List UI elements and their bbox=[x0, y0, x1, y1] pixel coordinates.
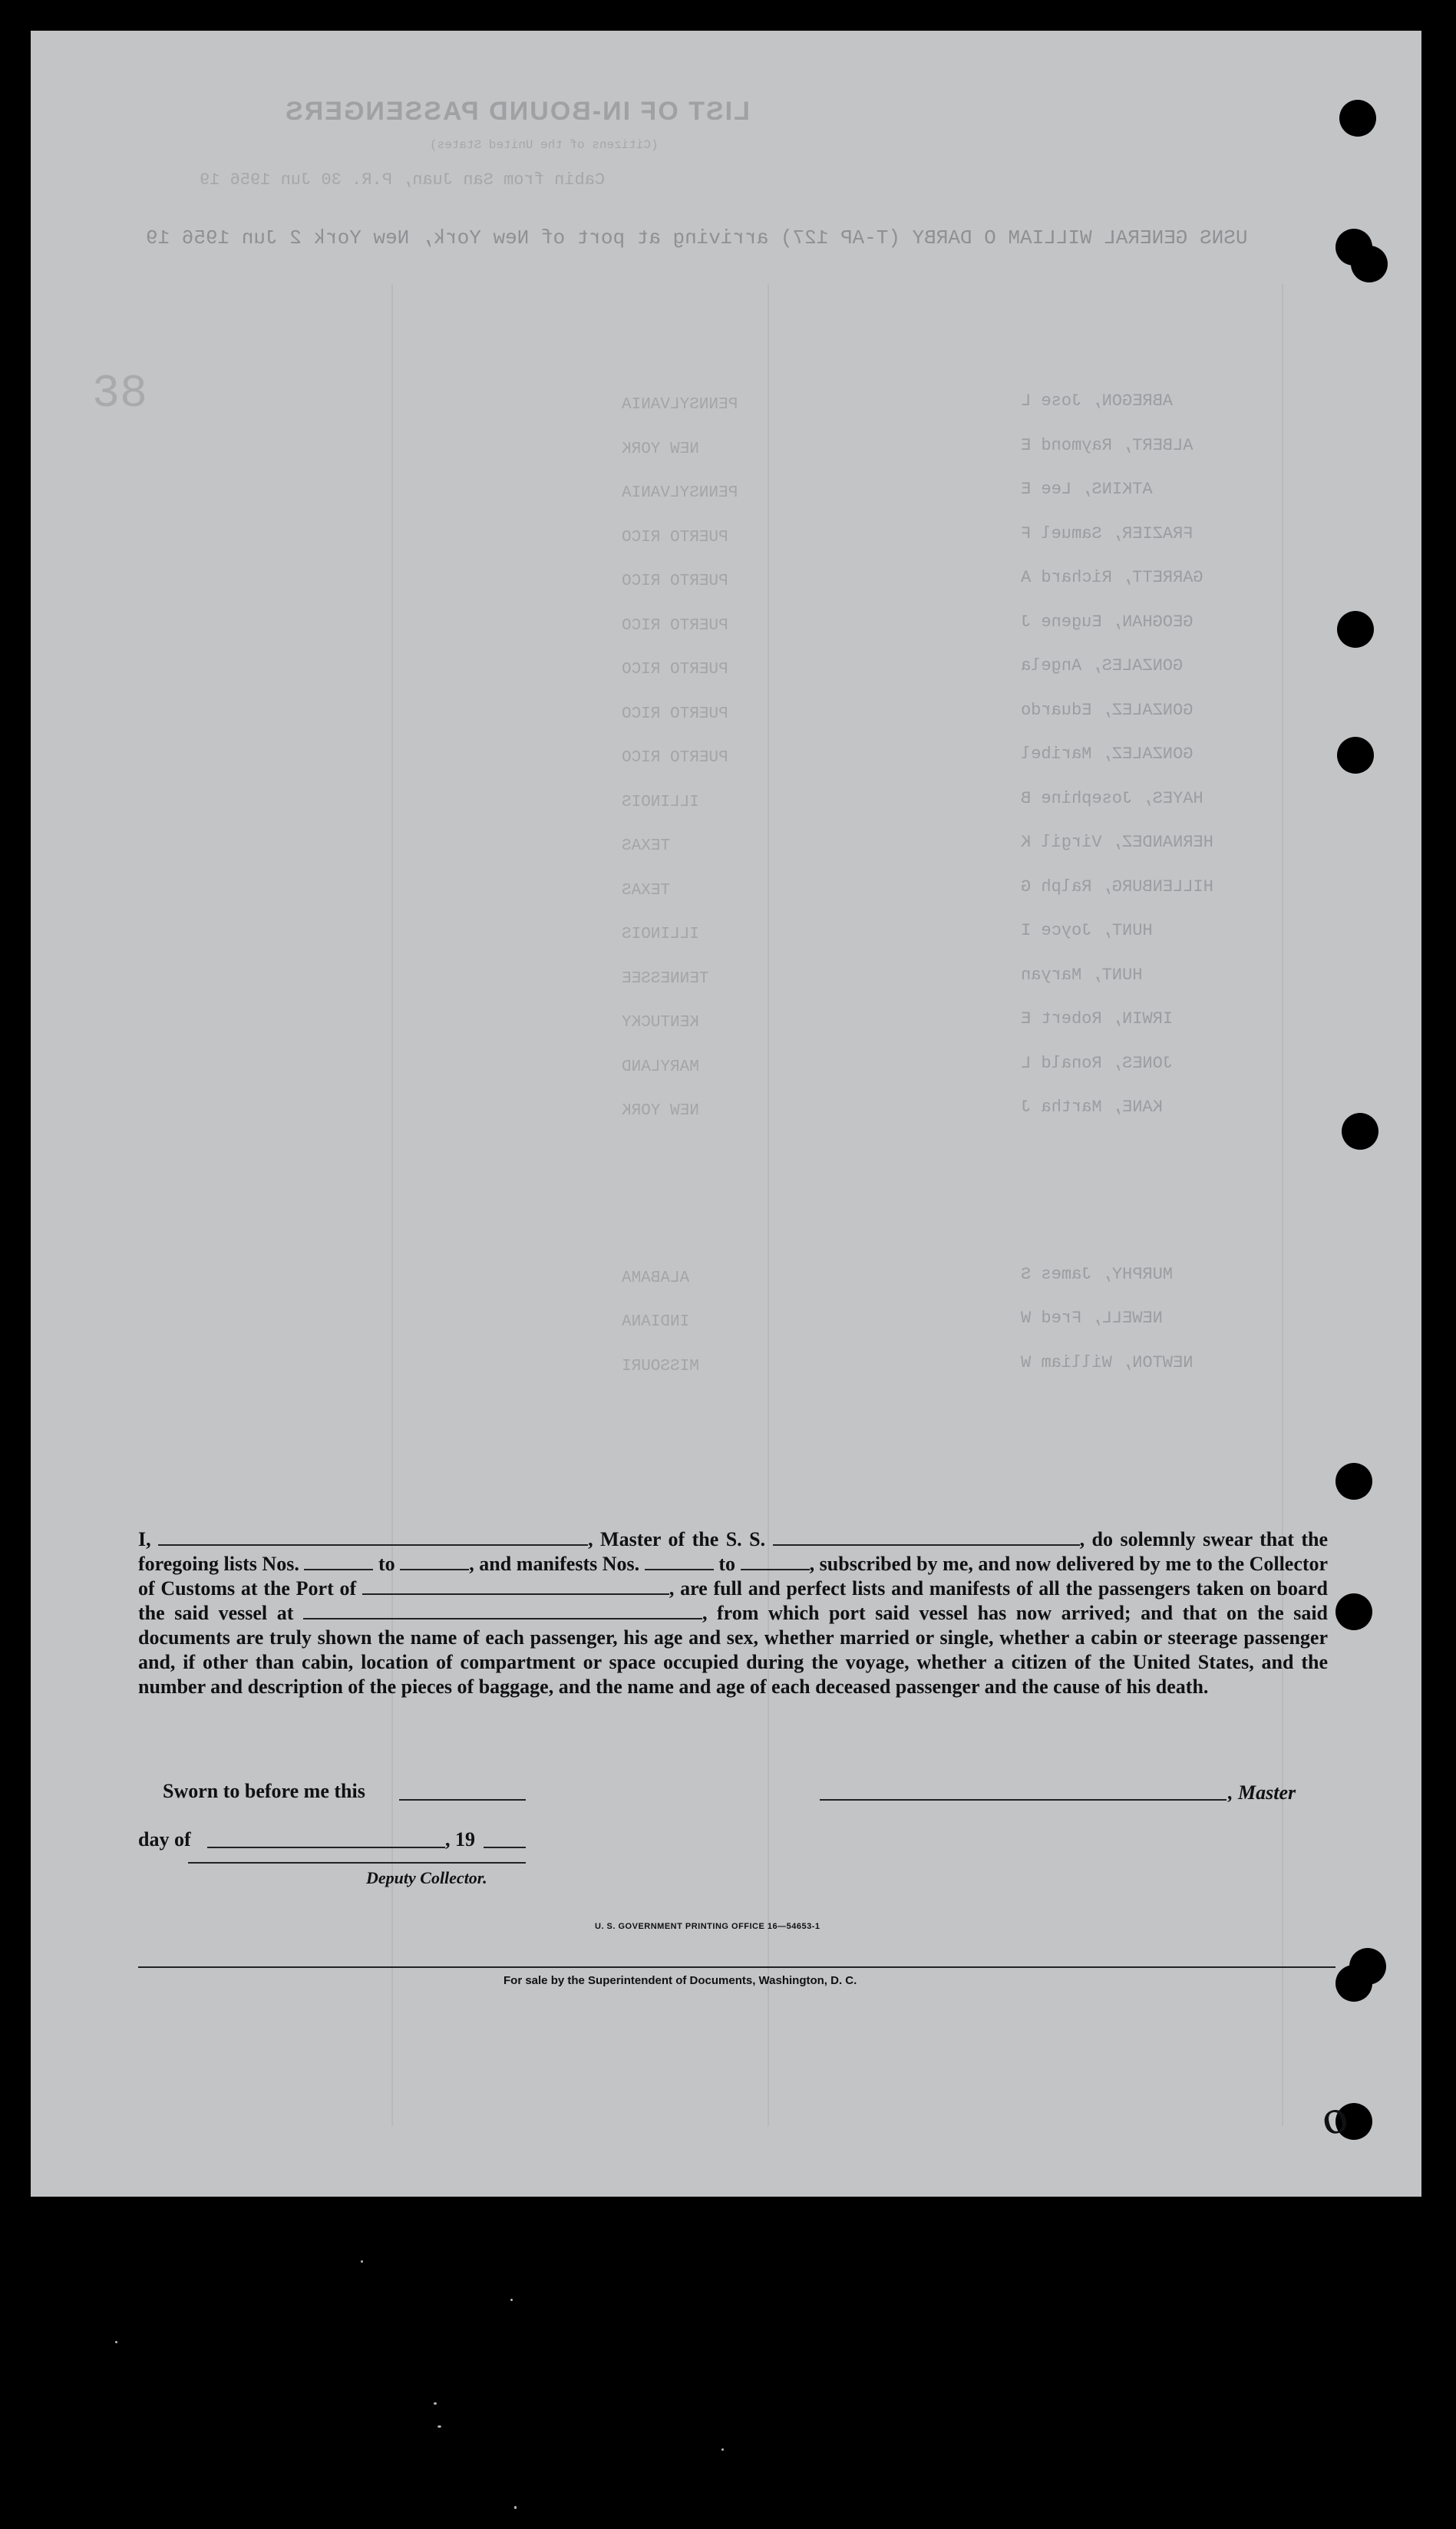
deputy-collector-label: Deputy Collector. bbox=[366, 1868, 487, 1887]
passenger-name: GEOGHAN, Eugene J bbox=[1021, 612, 1194, 632]
passenger-name: IRWIN, Robert E bbox=[1021, 1009, 1174, 1028]
oath-text: to bbox=[718, 1553, 736, 1575]
passenger-residence: ILLINOIS bbox=[622, 926, 699, 943]
punch-hole bbox=[1335, 1965, 1372, 2002]
punch-hole bbox=[1335, 1463, 1372, 1500]
dust-speck bbox=[437, 2425, 441, 2428]
sworn-date-blank bbox=[399, 1799, 526, 1801]
punch-hole bbox=[1342, 1113, 1378, 1150]
passenger-residence: ILLINOIS bbox=[622, 793, 699, 811]
day-of-label: day of bbox=[138, 1828, 191, 1851]
master-signature-blank bbox=[820, 1799, 1227, 1801]
passenger-name: HUNT, Maryan bbox=[1021, 965, 1143, 985]
oath-text: , and manifests Nos. bbox=[469, 1553, 640, 1575]
passenger-residence: NEW YORK bbox=[622, 440, 699, 458]
passenger-residence: PENNSYLVANIA bbox=[622, 484, 738, 502]
passenger-name: HILLENBURG, Ralph G bbox=[1021, 877, 1213, 896]
punch-hole bbox=[1337, 737, 1374, 774]
passenger-name: ATKINS, Lee E bbox=[1021, 480, 1153, 499]
printing-office-note: U. S. GOVERNMENT PRINTING OFFICE 16—54653-1 bbox=[595, 1922, 820, 1931]
passenger-name: KANE, Martha J bbox=[1021, 1098, 1163, 1117]
passenger-residence: MARYLAND bbox=[622, 1058, 699, 1076]
oath-text: , are full and perfect lists and manifests of all the passengers taken on board the said vessel at bbox=[138, 1577, 1328, 1624]
passenger-residence: PUERTO RICO bbox=[622, 528, 728, 546]
passenger-residence: TEXAS bbox=[622, 837, 671, 855]
oath-text: , do solemnly swear that the foregoing lists Nos. bbox=[138, 1528, 1329, 1575]
dust-speck bbox=[115, 2341, 117, 2343]
column-rule bbox=[391, 284, 393, 2126]
passenger-residence: TEXAS bbox=[622, 881, 671, 900]
passenger-name: ALBERT, Raymond E bbox=[1021, 435, 1194, 455]
passenger-residence: ALABAMA bbox=[622, 1269, 690, 1287]
column-rule bbox=[1282, 284, 1283, 2126]
year-blank bbox=[484, 1847, 526, 1848]
list-title: LIST OF IN-BOUND PASSENGERS bbox=[284, 97, 750, 126]
passenger-residence: TENNESSEE bbox=[622, 969, 709, 988]
year-label: , 19 bbox=[445, 1828, 475, 1851]
sale-note: For sale by the Superintendent of Documents, Washington, D. C. bbox=[503, 1974, 857, 1987]
passenger-name: ABREGON, Jose L bbox=[1021, 391, 1174, 411]
passenger-name: GONZALES, Angela bbox=[1021, 656, 1184, 675]
dust-speck bbox=[510, 2299, 513, 2301]
passenger-residence: MISSOURI bbox=[622, 1357, 699, 1375]
passenger-name: NEWTON, William W bbox=[1021, 1352, 1194, 1372]
passenger-name: NEWELL, Fred W bbox=[1021, 1309, 1163, 1328]
dust-speck bbox=[721, 2448, 724, 2451]
voyage-line: Cabin from San Juan, P.R. 30 Jun 1956 19 bbox=[200, 170, 606, 190]
ship-line: USNS GENERAL WILLIAM O DARBY (T-AP 127) arriving at port of New York, New York 2 Jun 1956 19 bbox=[146, 226, 1248, 249]
passenger-residence: PUERTO RICO bbox=[622, 661, 728, 678]
column-rule bbox=[768, 284, 769, 2126]
passenger-residence: INDIANA bbox=[622, 1313, 690, 1331]
oath-text: , subscribed by me, and now delivered by me to the Collector of Customs at the Port of bbox=[138, 1553, 1329, 1600]
list-from-blank bbox=[304, 1553, 373, 1570]
passenger-residence: PUERTO RICO bbox=[622, 616, 728, 635]
list-to-blank bbox=[400, 1553, 469, 1570]
punch-hole bbox=[1339, 100, 1376, 137]
passenger-name: GONZALEZ, Eduardo bbox=[1021, 700, 1194, 720]
stamp-mark: 38 bbox=[92, 368, 148, 421]
master-label: , Master bbox=[1228, 1781, 1296, 1804]
oath-text: , Master of the S. S. bbox=[588, 1528, 766, 1550]
passenger-residence: PUERTO RICO bbox=[622, 749, 728, 767]
master-name-blank bbox=[158, 1529, 588, 1546]
passenger-name: HAYES, Josephine B bbox=[1021, 788, 1203, 808]
passenger-residence: PUERTO RICO bbox=[622, 705, 728, 723]
sworn-label: Sworn to before me this bbox=[163, 1780, 365, 1802]
port-blank bbox=[362, 1578, 669, 1595]
passenger-name: GONZALEZ, Maribel bbox=[1021, 745, 1194, 764]
passenger-name: MURPHY, James S bbox=[1021, 1264, 1174, 1284]
punch-hole bbox=[1351, 246, 1388, 282]
oath-text: I, bbox=[138, 1528, 151, 1550]
dust-speck bbox=[361, 2260, 363, 2263]
document-page bbox=[31, 31, 1421, 2197]
passenger-name: GARRETT, Richard A bbox=[1021, 568, 1203, 587]
passenger-name: HUNT, Joyce I bbox=[1021, 921, 1153, 940]
manifest-from-blank bbox=[645, 1553, 714, 1570]
passenger-name: HERNANDEZ, Virgil K bbox=[1021, 833, 1213, 852]
oath-text: , from which port said vessel has now arrived; and that on the said documents are truly shown the name of each passenger, his age and sex, whether married or single, whether a cabin or steerage passenger and, if other than cabin, location of compartment or space occupied during the voyage, whether a citizen of the United States, and the number and description of the pieces of baggage, and the name and age of each deceased passenger and the cause of his death. bbox=[138, 1602, 1329, 1698]
oath-paragraph bbox=[138, 1527, 1328, 1699]
passenger-residence: KENTUCKY bbox=[622, 1014, 699, 1032]
manifest-to-blank bbox=[741, 1553, 810, 1570]
departure-port-blank bbox=[303, 1603, 702, 1619]
deputy-signature-blank bbox=[188, 1862, 526, 1864]
ship-name-blank bbox=[773, 1529, 1080, 1546]
day-of-blank bbox=[207, 1847, 445, 1848]
footer-rule bbox=[138, 1966, 1335, 1968]
passenger-residence: PENNSYLVANIA bbox=[622, 396, 738, 414]
punch-hole bbox=[1337, 611, 1374, 648]
handwritten-mark: o bbox=[1316, 2091, 1354, 2147]
dust-speck bbox=[434, 2402, 437, 2405]
passenger-name: JONES, Ronald L bbox=[1021, 1053, 1174, 1073]
passenger-name: FRAZIER, Samuel F bbox=[1021, 523, 1194, 543]
passenger-residence: NEW YORK bbox=[622, 1102, 699, 1120]
passenger-residence: PUERTO RICO bbox=[622, 573, 728, 590]
oath-text: to bbox=[378, 1553, 395, 1575]
list-subtitle: (Citizens of the United States) bbox=[430, 138, 659, 152]
dust-speck bbox=[514, 2506, 517, 2509]
punch-hole bbox=[1335, 1593, 1372, 1630]
